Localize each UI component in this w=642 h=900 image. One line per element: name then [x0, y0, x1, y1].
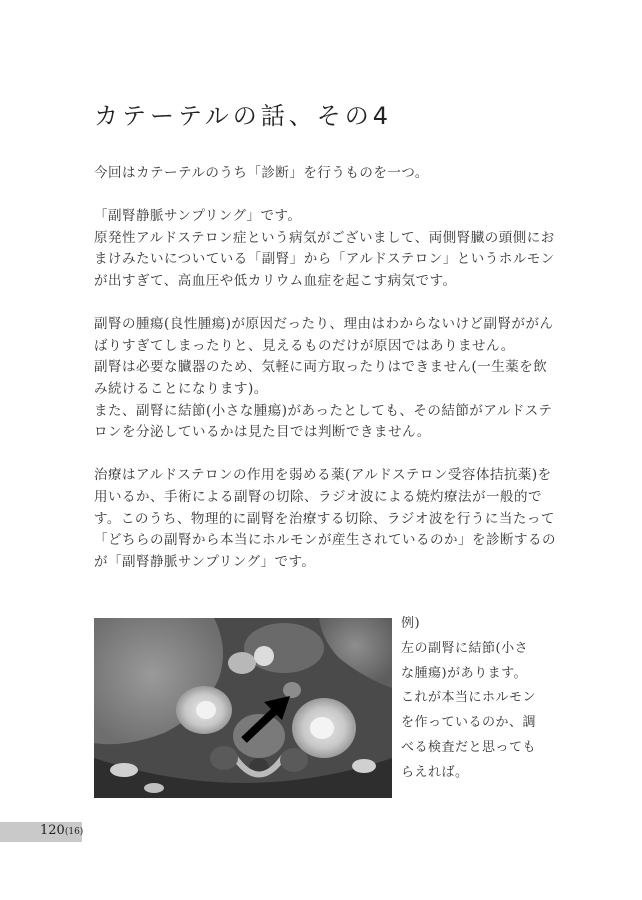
image-caption [401, 612, 551, 786]
ct-scan-graphic [94, 618, 392, 798]
paragraph [94, 206, 555, 292]
ct-scan-image [94, 618, 392, 798]
caption-line: これが本当にホルモン [401, 690, 537, 706]
caption-line: を作っているのか、調 [401, 715, 537, 731]
text-line: 「どちらの副腎から本当にホルモンが産生されているのか」を診断するの [94, 532, 556, 549]
page-number-tab [0, 822, 82, 842]
text-line: み続けることになります)。 [94, 380, 268, 397]
caption-line: 左の副腎に結節(小さ [401, 640, 529, 656]
body-text [94, 163, 556, 595]
page-number-main: 120 [40, 823, 65, 838]
page-number [40, 823, 83, 838]
paragraph [94, 314, 554, 444]
text-line: ロンを分泌しているかは見た目では判断できません。 [94, 424, 431, 441]
caption-line: な腫瘍)があります。 [401, 665, 528, 681]
text-line: 用いるか、手術による副腎の切除、ラジオ波による焼灼療法が一般的で [94, 488, 542, 505]
text-line: ばりすぎてしまったりと、見えるものだけが原因ではありません。 [94, 337, 515, 354]
page-number-sub: (16) [64, 827, 84, 837]
caption-line: 例) [401, 616, 421, 631]
text-line: また、副腎に結節(小さな腫瘍)があったとしても、その結節がアルドステ [94, 402, 553, 419]
page-title: カテーテルの話、その4 [94, 102, 393, 130]
text-line: 今回はカテーテルのうち「診断」を行うものを一つ。 [94, 165, 429, 181]
text-line: 副腎は必要な臓器のため、気軽に両方取ったりはできません(一生薬を飲 [94, 359, 548, 376]
text-line: が「副腎静脈サンプリング」です。 [94, 553, 316, 570]
paragraph [94, 163, 549, 185]
text-line: まけみたいについている「副腎」から「アルドステロン」というホルモン [94, 251, 555, 268]
text-line: 原発性アルドステロン症という病気がございまして、両側腎臓の頭側にお [94, 229, 555, 246]
caption-line: べる検査だと思っても [401, 739, 537, 755]
text-line: す。このうち、物理的に副腎を治療する切除、ラジオ波を行うに当たって [94, 510, 555, 527]
paragraph [94, 465, 556, 573]
text-line: 「副腎静脈サンプリング」です。 [94, 208, 302, 225]
caption-line: らえれば。 [401, 764, 469, 780]
text-line: 副腎の腫瘍(良性腫瘍)が原因だったり、理由はわからないけど副腎ががん [94, 316, 554, 333]
text-line: が出すぎて、高血圧や低カリウム血症を起こす病気です。 [94, 272, 457, 289]
text-line: 治療はアルドステロンの作用を弱める薬(アルドステロン受容体拮抗薬)を [94, 467, 552, 484]
